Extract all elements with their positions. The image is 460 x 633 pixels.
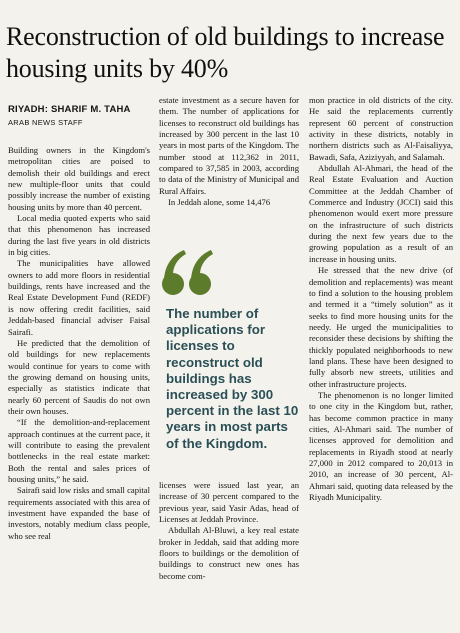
paragraph: licenses were issued last year, an increase of 30 percent compared to the previous year, said Yasir Adas, head of Licenses at Jeddah Province. <box>159 480 299 525</box>
paragraph: The phenomenon is no longer limited to one city in the Kingdom but, rather, has become common practice in many cities, Al-Ahmari said. The number of licenses approved for demolition and replacements in Riyadh stood at nearly 27,000 in 2012 compared to 20,013 in 2010, an increase of 30 percent, Al-Ahmari said, quoting data released by the Riyadh Municipality. <box>309 389 453 503</box>
article-column-2-bottom <box>159 480 299 582</box>
article-column-2-top <box>159 95 299 208</box>
paragraph: Abdullah Al-Bluwi, a key real estate broker in Jeddah, said that adding more floors to buildings or the demolition of buildings to construct new ones has become com- <box>159 525 299 581</box>
paragraph: The municipalities have allowed owners to add more floors in residential buildings, rents have increased and the Real Estate Development Fund (REDF) is now offering credit facilities, said Jeddah-based financial adviser Faisal Sairafi. <box>8 258 150 337</box>
article-column-1 <box>8 145 150 542</box>
paragraph: Sairafi said low risks and small capital requirements associated with this area of investment have expanded the base of investors, notably medium class people, who see real <box>8 485 150 541</box>
pull-quote-text: The number of applications for licenses to reconstruct old buildings has increased by 300 percent in the last 10 years in most parts of the Kingdom. <box>166 306 299 451</box>
quote-mark-icon <box>160 248 216 300</box>
byline <box>8 104 158 127</box>
paragraph: Local media quoted experts who said that this phenomenon has increased during the last five years in old districts in big cities. <box>8 213 150 258</box>
paragraph: estate investment as a secure haven for them. The number of applications for licenses to reconstruct old buildings has increased by 300 percent in the last 10 years in most parts of the Kingdom. The number stood at 112,362 in 2011, compared to 37,585 in 2003, according to data of the Ministry of Municipal and Rural Affairs. <box>159 95 299 196</box>
article-column-3 <box>309 95 453 503</box>
byline-author: RIYADH: SHARIF M. TAHA <box>8 104 131 115</box>
paragraph: Building owners in the Kingdom's metropolitan cities are poised to demolish their old buildings and erect new multiple-floor units that could possibly increase the number of existing housing units by more than 40 percent. <box>8 145 150 212</box>
paragraph: “If the demolition-and-replacement approach continues at the current pace, it will contribute to easing the prevalent bottlenecks in the real estate market: Both the rental and sales prices of housing units,” he said. <box>8 417 150 484</box>
paragraph: Abdullah Al-Ahmari, the head of the Real Estate Evaluation and Auction Committee at the Jeddah Chamber of Commerce and Industry (JCCI) said this phenomenon would exert more pressure on the infrastructure of such districts during the next few years due to the growing population as a result of an increase in housing units. <box>309 163 453 264</box>
paragraph: In Jeddah alone, some 14,476 <box>168 197 271 208</box>
pull-quote <box>160 248 300 472</box>
byline-staff: ARAB NEWS STAFF <box>8 118 83 127</box>
paragraph: He stressed that the new drive (of demolition and replacements) was meant to find a solution to the housing problem and termed it a “timely solution” as it seeks to find more housing units for the needy. He urged the municipalities to reconsider these decisions by shifting the thickly populated neighborhoods to new land plans. These have been designed to fully absorb new streets, utilities and other infrastructure projects. <box>309 265 453 389</box>
paragraph: mon practice in old districts of the city. He said the replacements currently represent 60 percent of construction activity in these districts, notably in northern districts such as Al-Faisaliyya, Bawadi, Safa, Aziziyyah, and Salamah. <box>309 95 453 162</box>
headline: Reconstruction of old buildings to increase housing units by 40% <box>6 22 445 84</box>
paragraph: He predicted that the demolition of old buildings for new replacements would continue for years to come with the growing demand on housing units, especially as statistics indicate that nearly 60 percent of Saudis do not own their own houses. <box>8 337 150 416</box>
